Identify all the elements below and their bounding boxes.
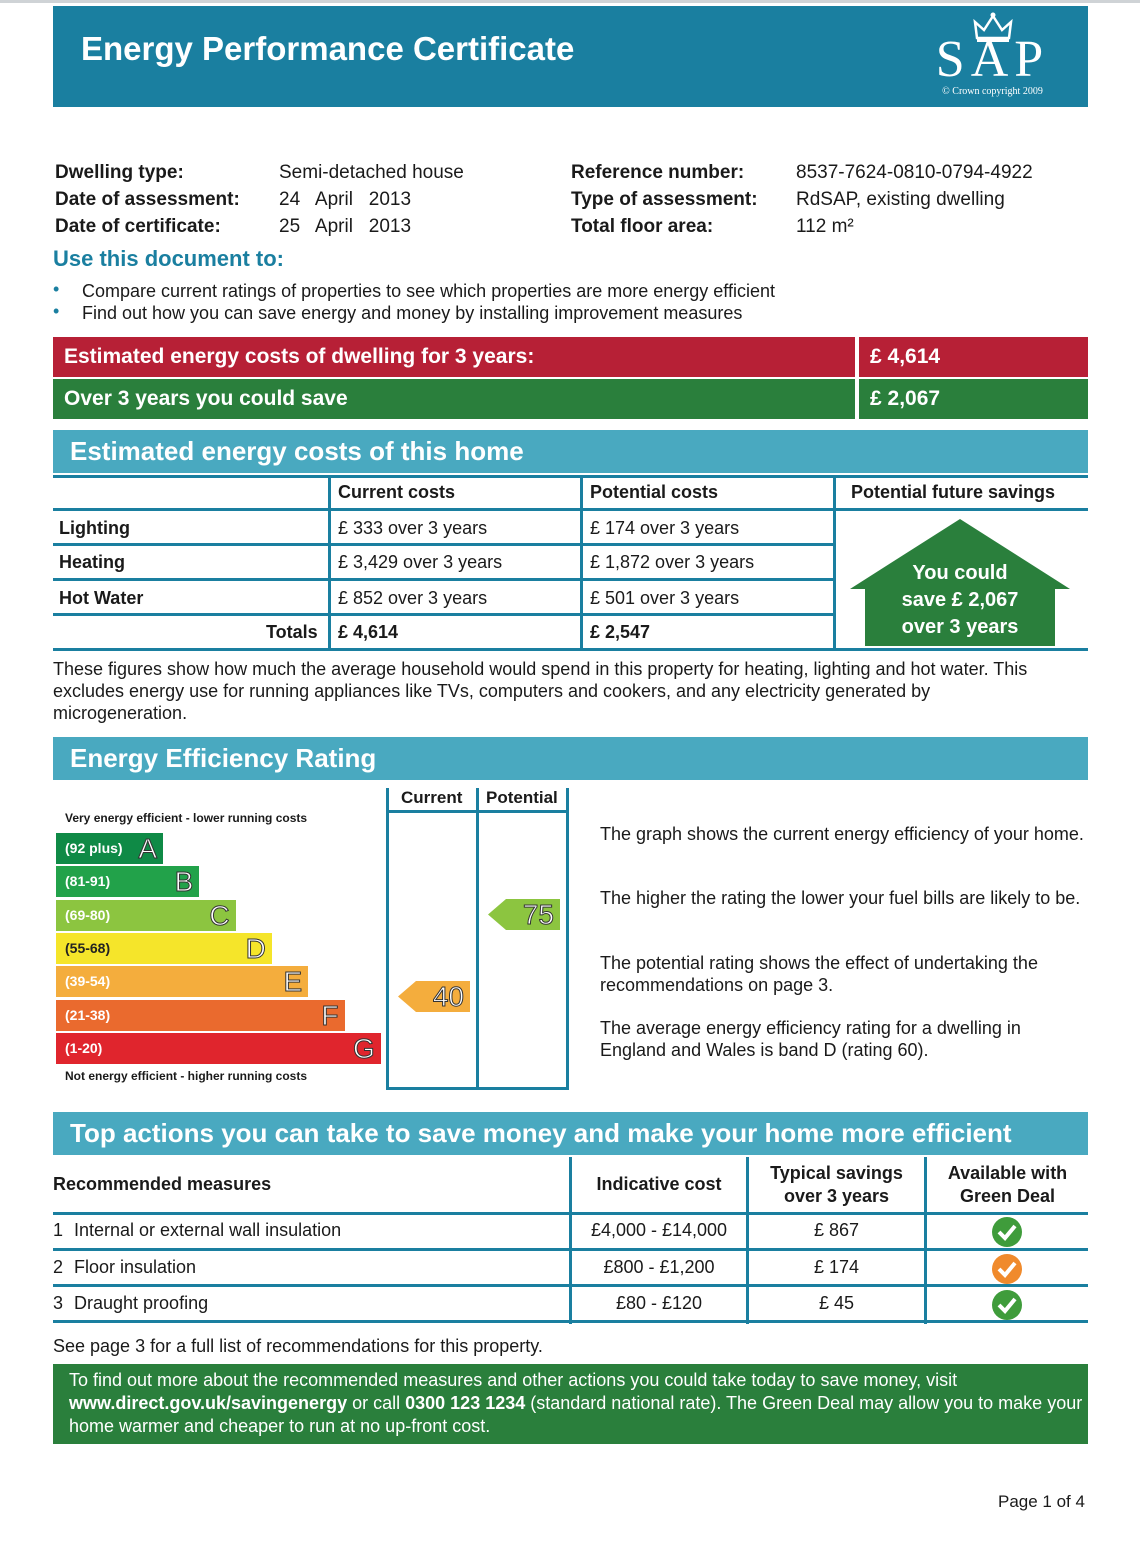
measure-1-savings: £ 867 (813, 1220, 860, 1240)
band-range: (55-68) (65, 939, 111, 956)
hotwater-current: £ 852 over 3 years (338, 588, 488, 608)
estimated-cost-value: £ 4,614 (859, 337, 1088, 377)
savings-bar: Over 3 years you could save £ 2,067 (53, 379, 1088, 419)
measure-3-num: 3 (53, 1293, 64, 1313)
potential-rating-arrow: 75 (488, 899, 560, 930)
band-letter: A (138, 833, 157, 864)
lighting-potential: £ 174 over 3 years (590, 518, 740, 538)
assessment-date-label: Date of assessment: (55, 189, 240, 210)
savings-house-graphic: You could save £ 2,067 over 3 years (850, 519, 1070, 646)
estimated-cost-bar: Estimated energy costs of dwelling for 3 years: £ 4,614 (53, 337, 1088, 377)
savingenergy-link[interactable]: www.direct.gov.uk/savingenergy (69, 1393, 348, 1413)
band-range: (21-38) (65, 1006, 111, 1023)
certificate-date-label: Date of certificate: (55, 216, 221, 237)
col-future-savings: Potential future savings (851, 482, 1056, 502)
measure-2-savings: £ 174 (813, 1257, 860, 1277)
totals-current: £ 4,614 (338, 622, 399, 642)
band-letter: C (209, 899, 230, 931)
measure-3-name: Draught proofing (74, 1293, 209, 1313)
assessment-date-value: 24 April 2013 (279, 189, 412, 210)
chart-top-label: Very energy efficient - lower running costs (65, 811, 308, 825)
page-title: Energy Performance Certificate (81, 30, 575, 67)
recommendations-note: See page 3 for a full list of recommendations for this property. (53, 1336, 543, 1356)
info-box: To find out more about the recommended measures and other actions you could take today to save money, visit www.direct.gov.uk/savingenergy or call 0300 123 1234 (standard national rate). The Green Deal may allow you to make your home warmer and cheaper to run at no up-front cost. (53, 1364, 1088, 1444)
floor-area-label: Total floor area: (571, 216, 714, 237)
bullet-icon: • (53, 301, 60, 321)
rating-band-e (56, 966, 308, 997)
logo-copyright: © Crown copyright 2009 (942, 86, 1043, 97)
floor-area-value: 112 m² (796, 216, 854, 237)
reference-label: Reference number: (571, 162, 745, 183)
row-hotwater-label: Hot Water (59, 588, 144, 608)
green-deal-check-icon (991, 1289, 1023, 1321)
assessment-type-value: RdSAP, existing dwelling (796, 189, 1005, 210)
lighting-current: £ 333 over 3 years (338, 518, 488, 538)
green-deal-check-icon (991, 1253, 1023, 1285)
col-green-deal-1: Available with (947, 1163, 1068, 1183)
actions-section-title: Top actions you can take to save money and make your home more efficient (53, 1112, 1088, 1155)
chart-bottom-label: Not energy efficient - higher running costs (65, 1069, 308, 1083)
measure-1-cost: £4,000 - £14,000 (590, 1220, 728, 1240)
rating-text: The average energy efficiency rating for a dwelling in England and Wales is band D (rating 60). (600, 1018, 1021, 1060)
measure-3-cost: £80 - £120 (615, 1293, 703, 1313)
rating-band-a (56, 833, 163, 864)
col-current-costs: Current costs (338, 482, 456, 502)
rating-section-title: Energy Efficiency Rating (53, 737, 1088, 780)
page-number: Page 1 of 4 (998, 1492, 1085, 1511)
band-letter: B (174, 866, 194, 898)
band-letter: G (353, 1032, 375, 1064)
measure-1-num: 1 (53, 1220, 64, 1240)
rating-text: The higher the rating the lower your fuel bills are likely to be. (600, 888, 1081, 908)
col-potential-costs: Potential costs (590, 482, 719, 502)
band-range: (1-20) (65, 1039, 103, 1056)
bullet-icon: • (53, 279, 60, 299)
rating-band-f (56, 1000, 345, 1031)
band-range: (81-91) (65, 873, 111, 890)
heating-current: £ 3,429 over 3 years (338, 552, 503, 572)
col-typical-savings-2: over 3 years (783, 1186, 890, 1206)
totals-potential: £ 2,547 (590, 622, 651, 642)
current-rating-arrow: 40 (398, 981, 470, 1012)
band-letter: E (283, 966, 303, 998)
phone-number: 0300 123 1234 (405, 1393, 526, 1413)
assessment-type-label: Type of assessment: (571, 189, 758, 210)
rating-band-d (56, 933, 272, 964)
measure-2-name: Floor insulation (74, 1257, 197, 1277)
row-lighting-label: Lighting (59, 518, 130, 538)
heating-potential: £ 1,872 over 3 years (590, 552, 755, 572)
col-green-deal-2: Green Deal (959, 1186, 1056, 1206)
col-current-rating: Current (401, 788, 463, 807)
col-potential-rating: Potential (486, 788, 558, 807)
rating-band-b (56, 866, 199, 897)
measure-1-name: Internal or external wall insulation (74, 1220, 342, 1240)
col-typical-savings-1: Typical savings (770, 1163, 903, 1183)
hotwater-potential: £ 501 over 3 years (590, 588, 740, 608)
band-range: (92 plus) (65, 840, 123, 856)
certificate-date-value: 25 April 2013 (279, 216, 412, 237)
measure-2-cost: £800 - £1,200 (603, 1257, 715, 1277)
logo-letters: SAP (935, 31, 1050, 88)
band-letter: F (321, 999, 339, 1031)
use-document-title: Use this document to: (53, 246, 285, 271)
band-range: (69-80) (65, 906, 111, 923)
row-heating-label: Heating (59, 552, 126, 572)
rating-text: The potential rating shows the effect of undertaking the recommendations on page 3. (600, 953, 1038, 995)
rating-band-g (56, 1033, 381, 1064)
reference-value: 8537-7624-0810-0794-4922 (796, 162, 1033, 183)
costs-explanation: These figures show how much the average household would spend in this property for heating, lighting and hot water. This excludes energy use for running appliances like TVs, computers and cookers, and any electricity generated by microgeneration. (53, 659, 1028, 723)
col-indicative-cost: Indicative cost (596, 1174, 722, 1194)
costs-section-title: Estimated energy costs of this home (53, 430, 1088, 473)
totals-label: Totals (266, 622, 318, 642)
certificate-header (53, 6, 1088, 107)
green-deal-check-icon (991, 1216, 1023, 1248)
dwelling-type-label: Dwelling type: (55, 162, 184, 183)
band-range: (39-54) (65, 973, 111, 990)
rating-text: The graph shows the current energy efficiency of your home. (600, 824, 1084, 844)
measure-2-num: 2 (53, 1257, 64, 1277)
col-measures: Recommended measures (53, 1174, 272, 1194)
measure-3-savings: £ 45 (818, 1293, 855, 1313)
rating-band-c (56, 900, 236, 931)
top-border (0, 0, 1140, 3)
savings-value: £ 2,067 (859, 379, 1088, 419)
sap-logo (925, 8, 1060, 103)
band-letter: D (245, 932, 266, 964)
dwelling-type-value: Semi-detached house (279, 162, 464, 183)
